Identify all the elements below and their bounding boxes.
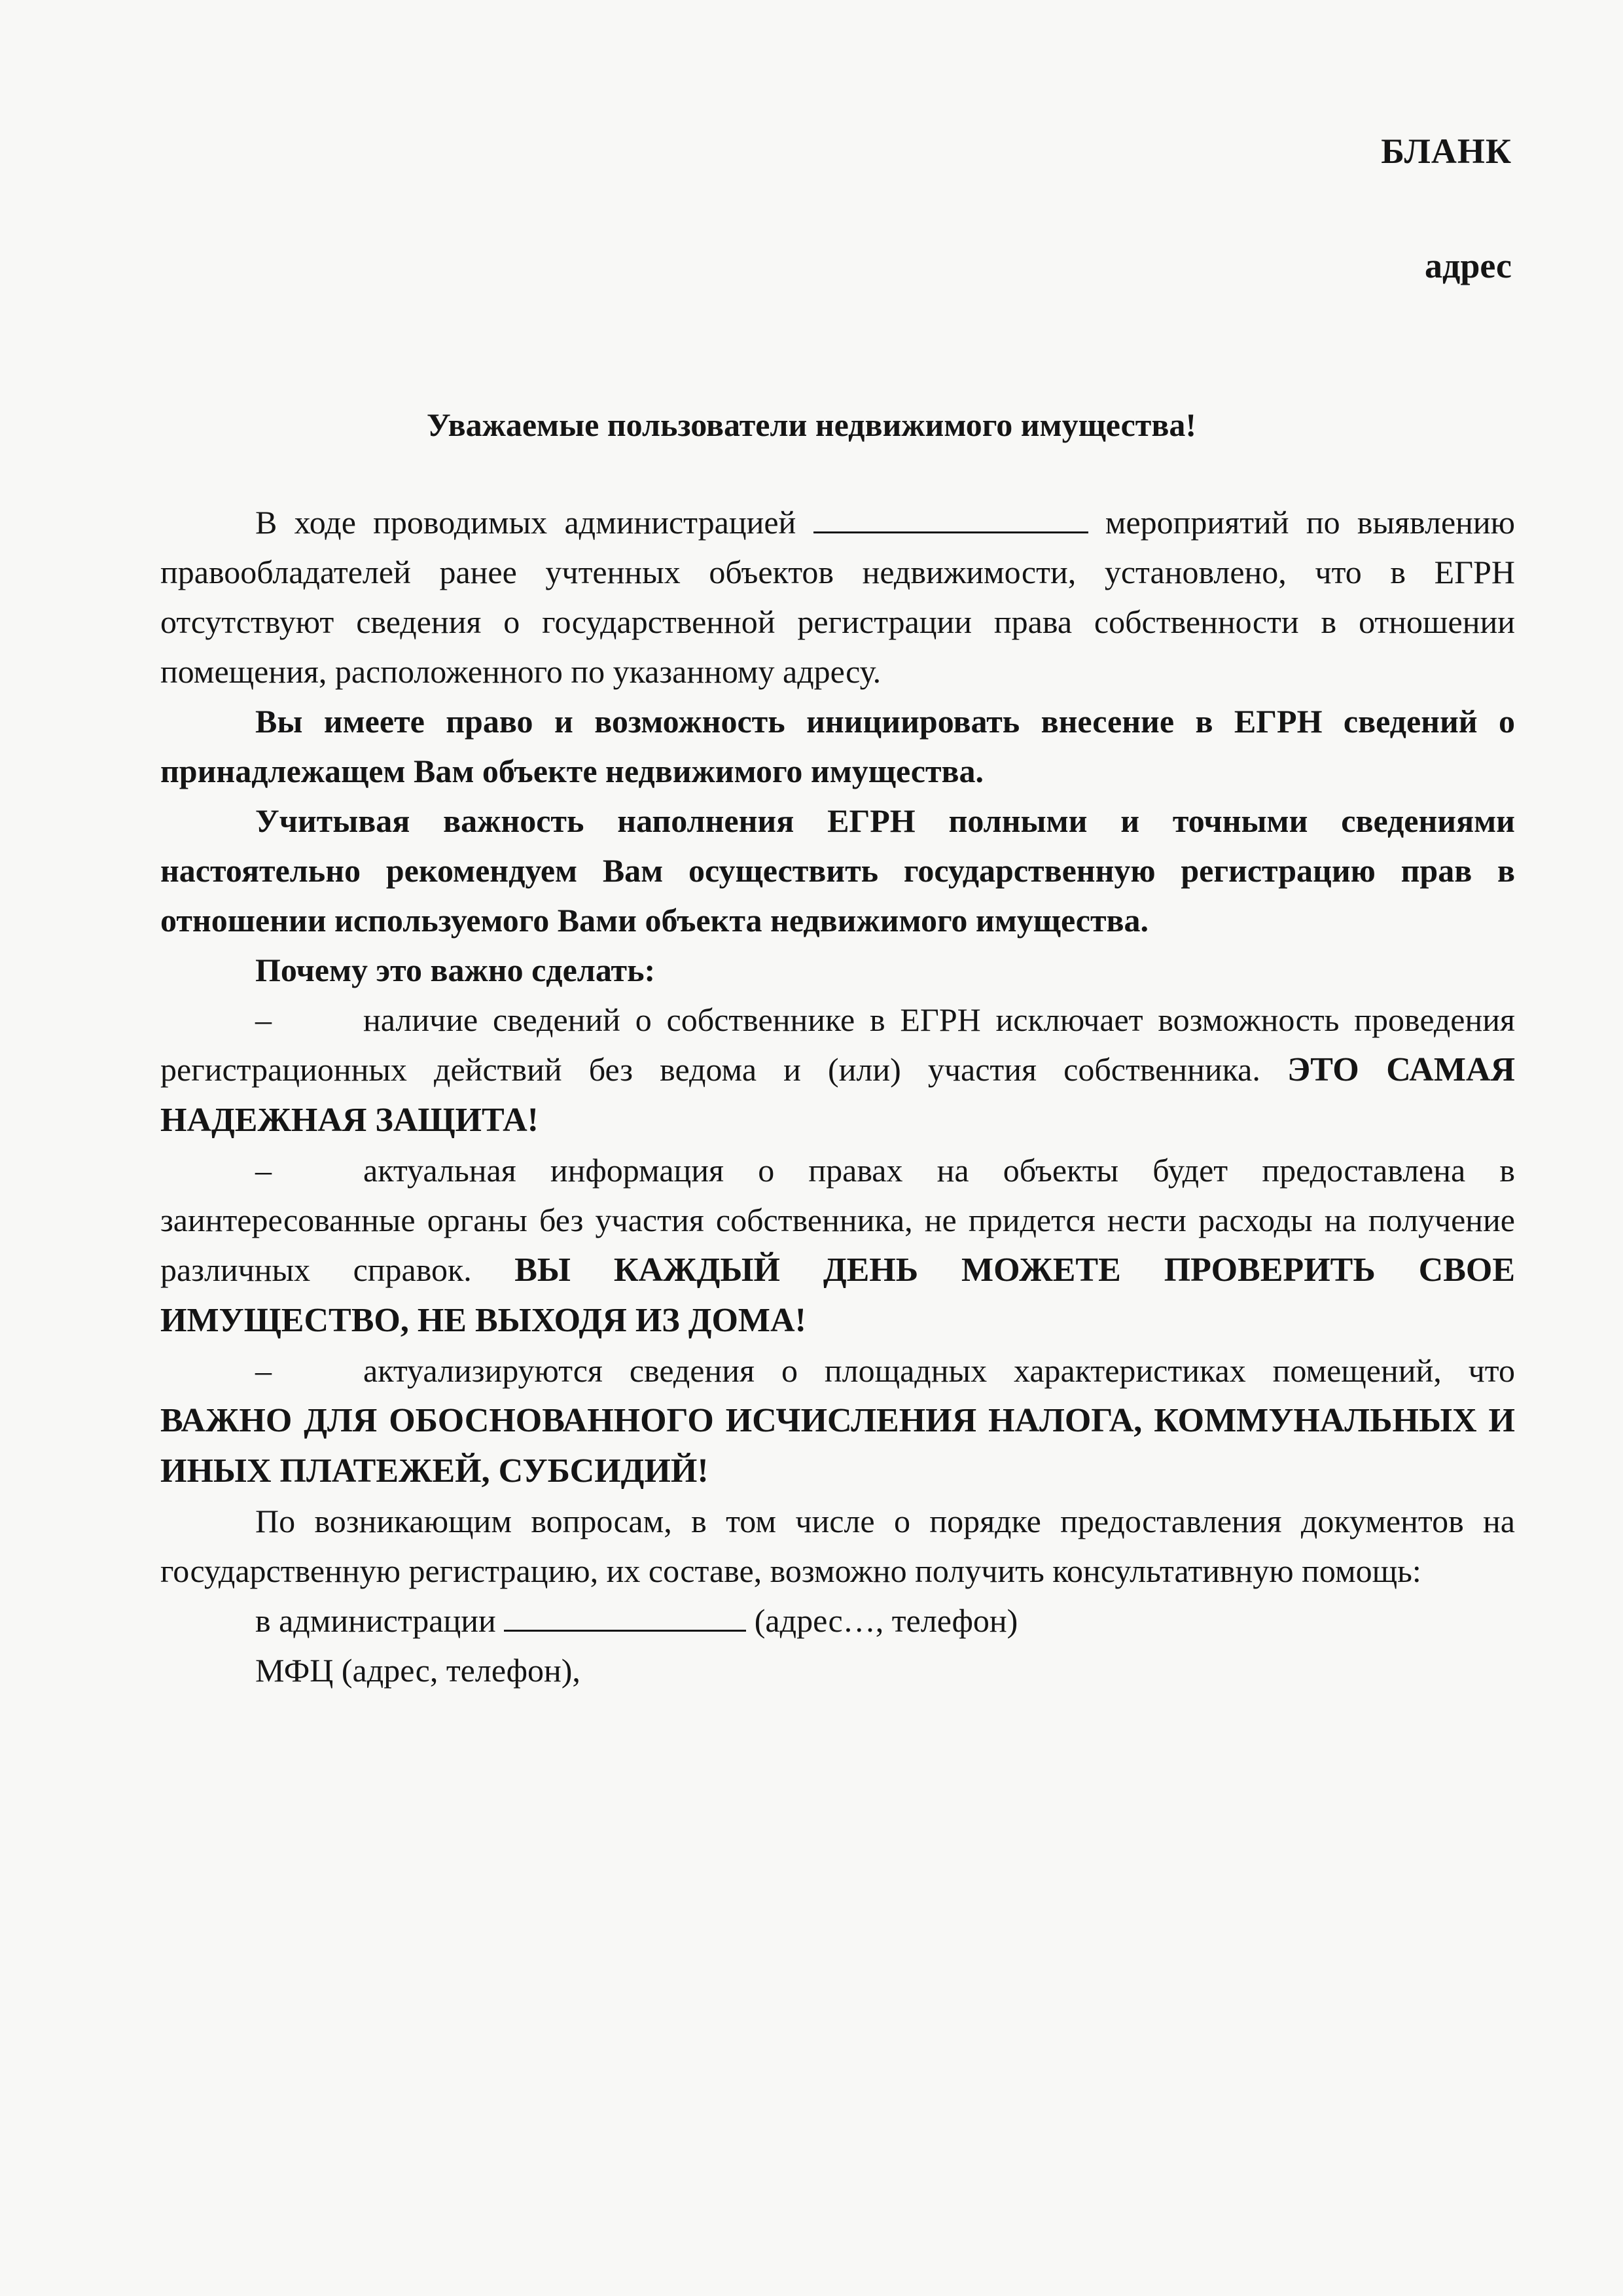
item1-text: наличие сведений о собственнике в ЕГРН исключает возможность проведения регистрационных действий без ведома и (или) участия собственника.: [160, 1001, 1515, 1088]
list-item: [160, 1145, 1515, 1346]
paragraph-recommendation: Учитывая важность наполнения ЕГРН полными и точными сведениями настоятельно рекомендуем Вам осуществить государственную регистрацию прав в отношении используемого Вами объекта недвижимого имущества.: [160, 802, 1515, 939]
document-body: [160, 497, 1515, 1695]
document-title: Уважаемые пользователи недвижимого имущества!: [426, 406, 1196, 443]
intro-text-start: В ходе проводимых администрацией: [255, 504, 796, 541]
intro-text-end: мероприятий по выявлению правообладателей ранее учтенных объектов недвижимости, установлено, что в ЕГРН отсутствуют сведения о государственной регистрации права собственности в отношении помещения, расположенного по указанному адресу.: [160, 504, 1516, 690]
address-label: адрес: [1425, 246, 1512, 285]
dash-marker: –: [255, 1001, 272, 1038]
contact-administration: [160, 1596, 1515, 1645]
blank-label: БЛАНК: [1381, 132, 1512, 171]
administration-contact-blank-field: [504, 1604, 746, 1632]
administration-blank-field: [813, 505, 1088, 533]
dash-marker: –: [255, 1152, 272, 1189]
paragraph-questions: По возникающим вопросам, в том числе о порядке предоставления документов на государственную регистрацию, их составе, возможно получить консультативную помощь:: [160, 1503, 1515, 1589]
contact-administration-details: (адрес…, телефон): [754, 1602, 1018, 1639]
list-item: [160, 1346, 1515, 1496]
contact-administration-label: в администрации: [255, 1602, 496, 1639]
paragraph-intro: [160, 497, 1515, 696]
item2-emphasis: ВЫ КАЖДЫЙ ДЕНЬ МОЖЕТЕ ПРОВЕРИТЬ СВОЕ ИМУЩЕСТВО, НЕ ВЫХОДЯ ИЗ ДОМА!: [160, 1251, 1516, 1339]
why-heading: Почему это важно сделать:: [255, 952, 656, 988]
dash-marker: –: [255, 1352, 272, 1389]
item1-emphasis: ЭТО САМАЯ НАДЕЖНАЯ ЗАЩИТА!: [160, 1051, 1516, 1139]
contact-mfc: МФЦ (адрес, телефон),: [255, 1652, 580, 1689]
list-item: [160, 995, 1515, 1145]
item3-emphasis: ВАЖНО ДЛЯ ОБОСНОВАННОГО ИСЧИСЛЕНИЯ НАЛОГА, КОММУНАЛЬНЫХ И ИНЫХ ПЛАТЕЖЕЙ, СУБСИДИЙ!: [160, 1402, 1515, 1490]
paragraph-right: Вы имеете право и возможность инициировать внесение в ЕГРН сведений о принадлежащем Вам объекте недвижимого имущества.: [160, 703, 1515, 789]
item2-text: актуальная информация о правах на объекты будет предоставлена в заинтересованные органы без участия собственника, не придется нести расходы на получение различных справок.: [160, 1152, 1515, 1288]
item3-text: актуализируются сведения о площадных характеристиках помещений, что: [363, 1352, 1515, 1389]
